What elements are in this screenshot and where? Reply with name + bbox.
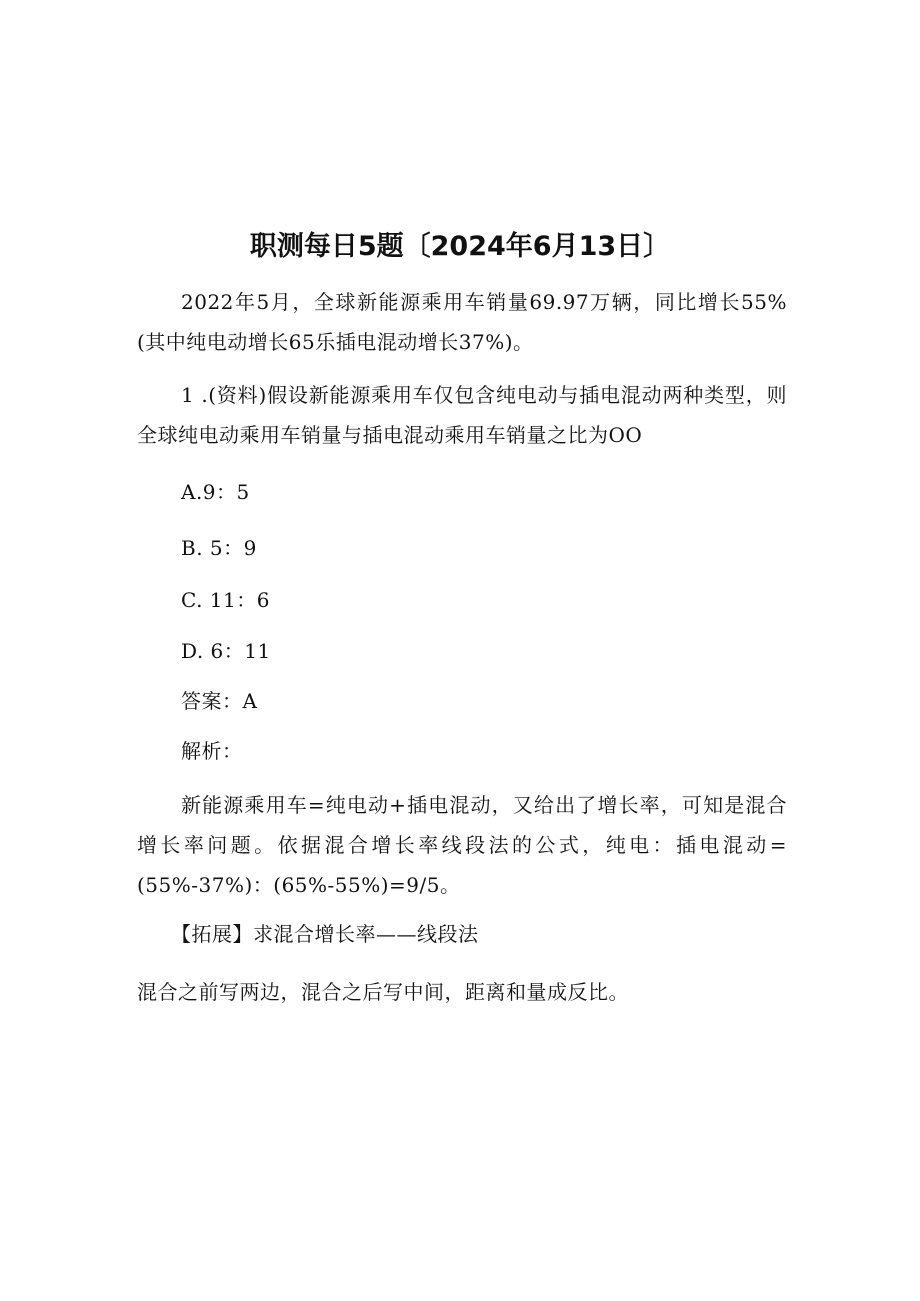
document-title: 职测每日5题〔2024年6月13日〕 (249, 231, 671, 262)
question-paragraph: 1 .(资料)假设新能源乘用车仅包含纯电动与插电混动两种类型，则全球纯电动乘用车销量与插电混动乘用车销量之比为OO (137, 383, 787, 447)
extension-text: 混合之前写两边，混合之后写中间，距离和量成反比。 (137, 980, 629, 1004)
analysis-paragraph: 新能源乘用车=纯电动+插电混动，又给出了增长率，可知是混合增长率问题。依据混合增长率线段法的公式，纯电：插电混动=(55%-37%)：(65%-55%)=9/5。 (137, 793, 787, 897)
option-b: B. 5：9 (181, 536, 257, 560)
option-d: D. 6：11 (181, 639, 271, 663)
option-a: A.9：5 (181, 480, 250, 504)
intro-paragraph: 2022年5月，全球新能源乘用车销量69.97万辆，同比增长55%(其中纯电动增长65乐插电混动增长37%)。 (137, 290, 787, 354)
extension-title: 【拓展】求混合增长率——线段法 (171, 922, 479, 946)
option-c: C. 11：6 (181, 588, 270, 612)
answer-line: 答案：A (181, 689, 258, 713)
analysis-label: 解析： (181, 739, 243, 763)
